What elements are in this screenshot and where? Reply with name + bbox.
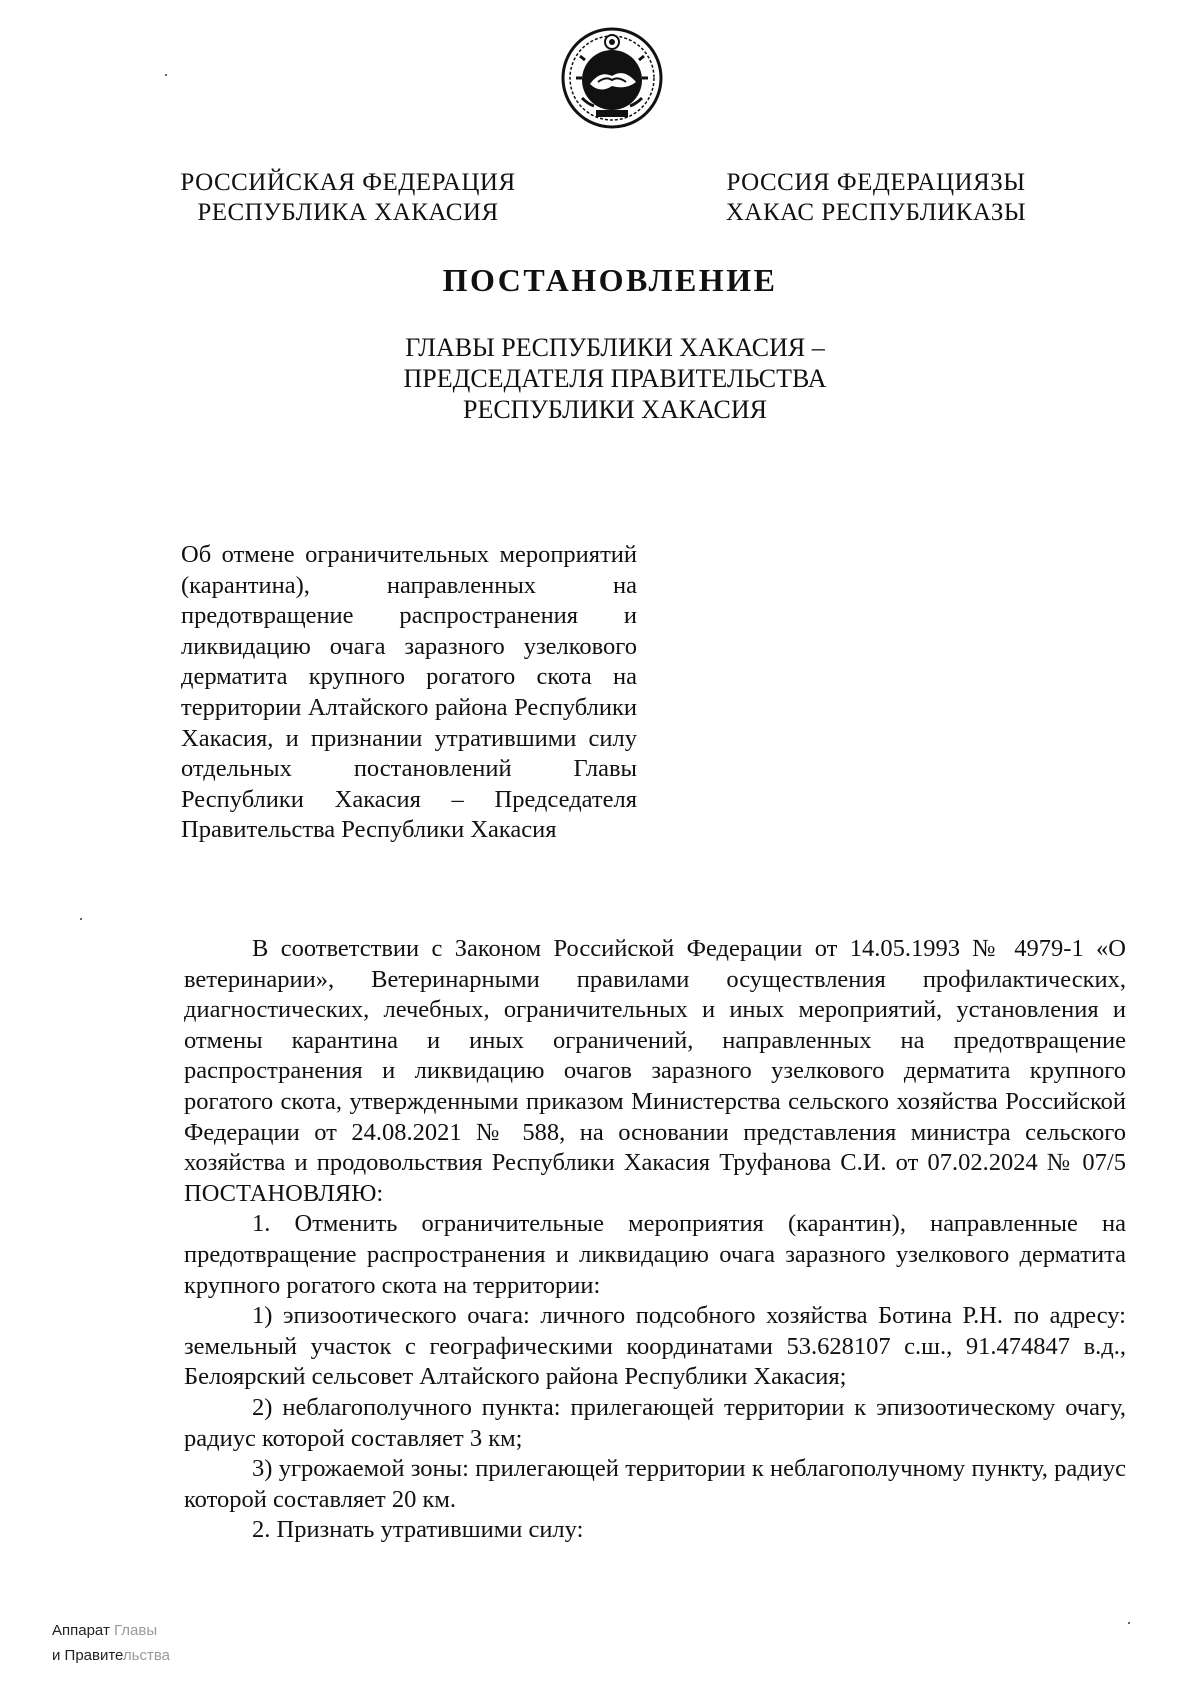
scan-speck [165, 74, 167, 76]
item-1-3-paragraph: 3) угрожаемой зоны: прилегающей территории к неблагополучному пункту, радиус которой составляет 20 км. [184, 1455, 1126, 1513]
footer-stamp [52, 1618, 170, 1668]
header-right-line2: ХАКАС РЕСПУБЛИКАЗЫ [725, 199, 1027, 226]
document-subtitle [360, 332, 870, 425]
item-1-paragraph: 1. Отменить ограничительные мероприятия (карантин), направленные на предотвращение распространения и ликвидацию очага заразного узелкового дерматита крупного рогатого скота на территории: [184, 1210, 1126, 1299]
coat-of-arms-icon [560, 26, 664, 130]
footer-line2-faded: льства [122, 1647, 170, 1664]
item-1-1-paragraph: 1) эпизоотического очага: личного подсобного хозяйства Ботина Р.Н. по адресу: земельный участок с географическими координатами 53.628107 с.ш., 91.474847 в.д., Белоярский сельсовет Алтайского района Республики Хакасия; [184, 1302, 1126, 1391]
item-2-paragraph: 2. Признать утратившими силу: [252, 1516, 584, 1544]
footer-line1-text: Аппарат [52, 1622, 110, 1639]
subtitle-line1: ГЛАВЫ РЕСПУБЛИКИ ХАКАСИЯ – [405, 333, 825, 362]
document-subject: Об отмене ограничительных мероприятий (карантина), направленных на предотвращение распространения и ликвидацию очага заразного узелкового дерматита крупного рогатого скота на территории Алтайского района Республики Хакасия, и признании утратившими силу отдельных постановлений Главы Республики Хакасия – Председателя Правительства Республики Хакасия [181, 541, 637, 844]
header-right [716, 168, 1036, 228]
subtitle-line3: РЕСПУБЛИКИ ХАКАСИЯ [462, 395, 767, 424]
footer-line1-faded: Главы [109, 1622, 158, 1639]
header-left [170, 168, 526, 228]
scan-speck [1128, 1622, 1130, 1624]
document-body [184, 934, 1126, 1546]
subtitle-line2: ПРЕДСЕДАТЕЛЯ ПРАВИТЕЛЬСТВА [403, 364, 827, 393]
item-1-2-paragraph: 2) неблагополучного пункта: прилегающей территории к эпизоотическому очагу, радиус которой составляет 3 км; [184, 1393, 1126, 1452]
preamble-paragraph: В соответствии с Законом Российской Федерации от 14.05.1993 № 4979-1 «О ветеринарии», Ветеринарными правилами осуществления профилактических, диагностических, лечебных, ограничительных и иных мероприятий, установления и отмены карантина и иных ограничений, направленных на предотвращение распространения и ликвидацию очагов заразного узелкового дерматита крупного рогатого скота, утвержденными приказом Министерства сельского хозяйства Российской Федерации от 24.08.2021 № 588, на основании представления министра сельского хозяйства и продовольствия Республики Хакасия Труфанова С.И. от 07.02.2024 № 07/5 ПОСТАНОВЛЯЮ: [184, 935, 1126, 1207]
header-right-line1: РОССИЯ ФЕДЕРАЦИЯЗЫ [726, 169, 1026, 196]
document-title: ПОСТАНОВЛЕНИЕ [442, 262, 778, 298]
scan-speck [80, 918, 82, 920]
footer-line2 [52, 1643, 170, 1668]
footer-line2-text: и Правите [52, 1647, 123, 1664]
footer-line1 [52, 1618, 170, 1643]
header-left-line1: РОССИЙСКАЯ ФЕДЕРАЦИЯ [180, 169, 516, 196]
header-left-line2: РЕСПУБЛИКА ХАКАСИЯ [197, 199, 499, 226]
